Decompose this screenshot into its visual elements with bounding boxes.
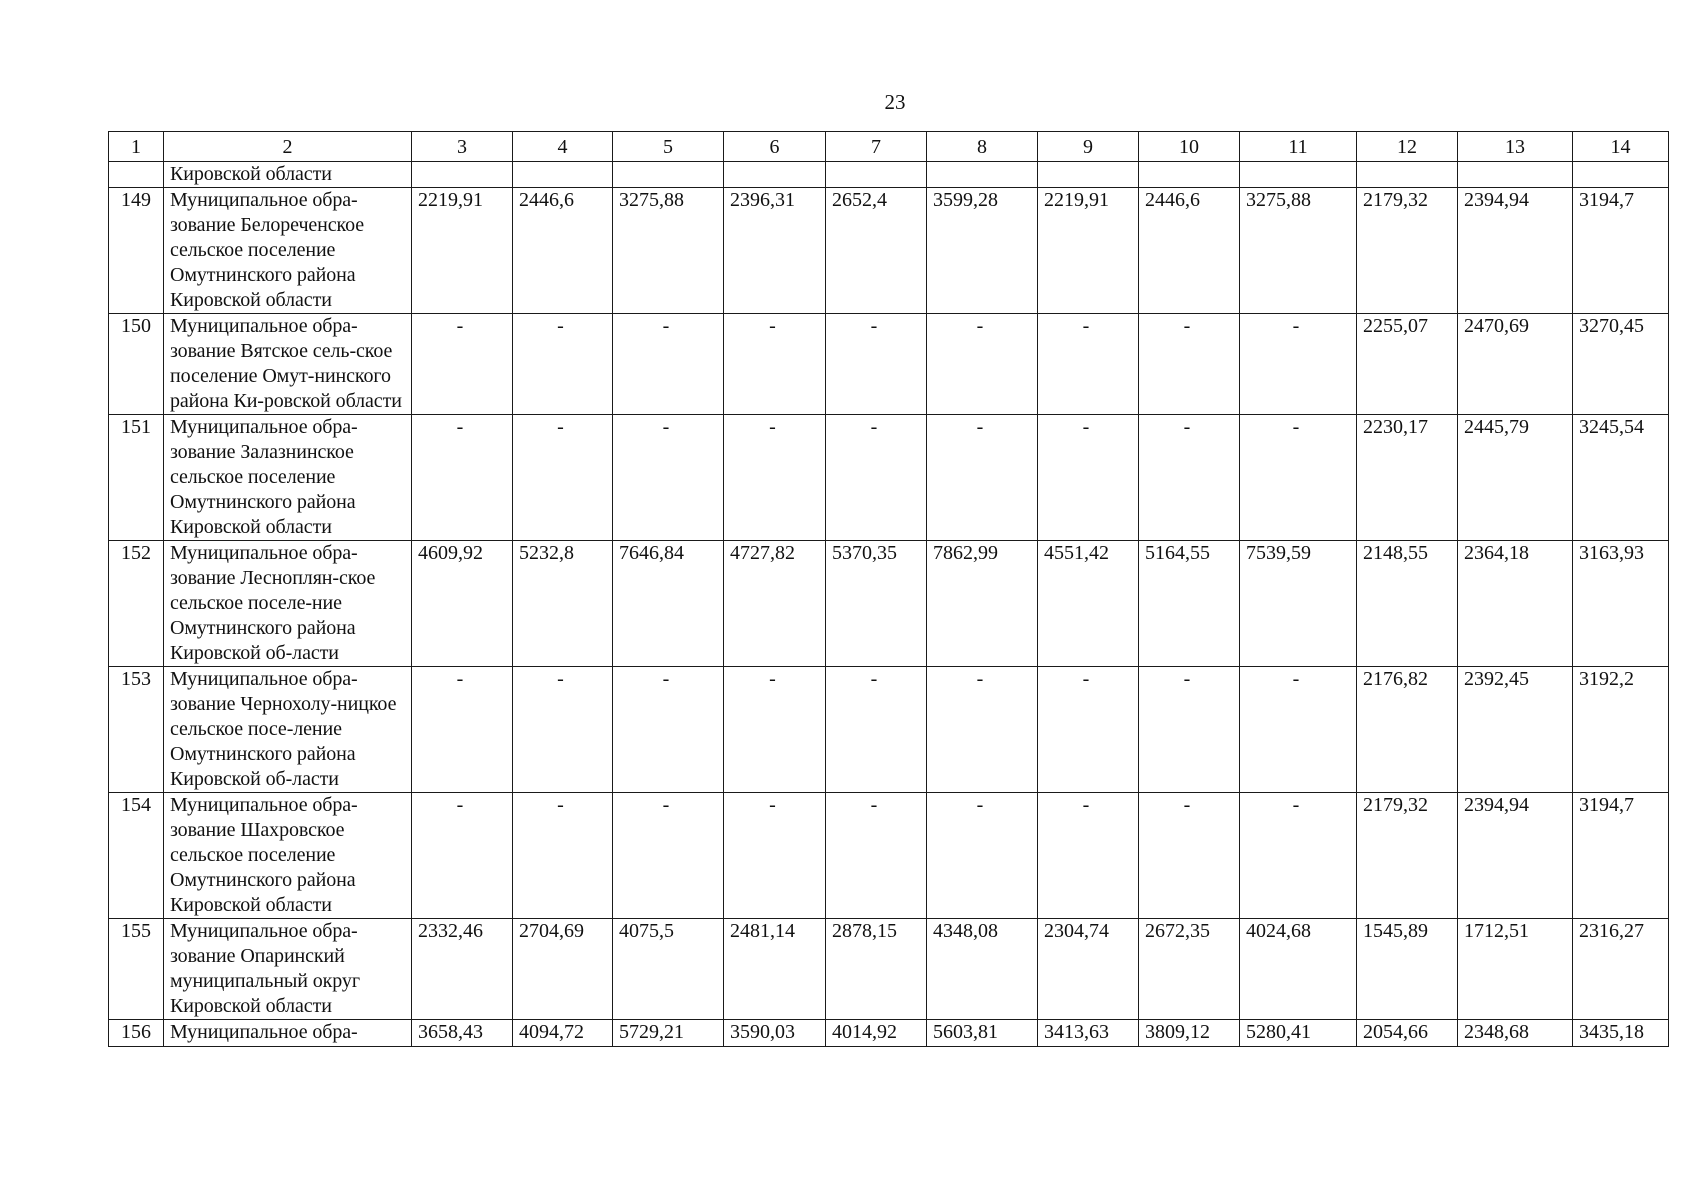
row-number (109, 162, 164, 188)
header-cell: 3 (412, 132, 513, 162)
value-cell (1038, 162, 1139, 188)
value-cell: 2348,68 (1458, 1020, 1573, 1047)
value-cell: 3435,18 (1573, 1020, 1669, 1047)
value-cell: 2054,66 (1357, 1020, 1458, 1047)
value-cell: 4551,42 (1038, 541, 1139, 667)
value-cell: 2219,91 (412, 188, 513, 314)
value-cell: 7646,84 (613, 541, 724, 667)
municipality-name: Муниципальное обра- (164, 1020, 412, 1047)
value-cell: 4609,92 (412, 541, 513, 667)
value-cell (412, 162, 513, 188)
table-row (109, 415, 1669, 541)
value-cell: 2446,6 (513, 188, 613, 314)
header-row (109, 132, 1669, 162)
value-cell: 5280,41 (1240, 1020, 1357, 1047)
value-cell: - (513, 415, 613, 541)
value-cell: - (412, 793, 513, 919)
value-cell: - (1038, 793, 1139, 919)
page-number: 23 (884, 90, 906, 114)
value-cell (826, 162, 927, 188)
value-cell: - (1139, 314, 1240, 415)
value-cell: - (613, 415, 724, 541)
value-cell: - (1240, 314, 1357, 415)
table-row (109, 919, 1669, 1020)
header-cell: 13 (1458, 132, 1573, 162)
value-cell: 4094,72 (513, 1020, 613, 1047)
value-cell: - (1240, 667, 1357, 793)
row-number: 153 (109, 667, 164, 793)
row-number: 155 (109, 919, 164, 1020)
value-cell: 2481,14 (724, 919, 826, 1020)
value-cell: 4075,5 (613, 919, 724, 1020)
value-cell: - (1038, 415, 1139, 541)
value-cell (613, 162, 724, 188)
value-cell: - (826, 667, 927, 793)
value-cell: 2364,18 (1458, 541, 1573, 667)
value-cell: 2304,74 (1038, 919, 1139, 1020)
value-cell: 2396,31 (724, 188, 826, 314)
value-cell: - (513, 793, 613, 919)
value-cell: 2179,32 (1357, 793, 1458, 919)
value-cell: - (412, 314, 513, 415)
value-cell: - (1139, 667, 1240, 793)
value-cell: 2392,45 (1458, 667, 1573, 793)
value-cell: 3809,12 (1139, 1020, 1240, 1047)
header-cell: 9 (1038, 132, 1139, 162)
table-body (109, 162, 1669, 1047)
value-cell: 3270,45 (1573, 314, 1669, 415)
value-cell: - (927, 667, 1038, 793)
municipality-name: Муниципальное обра-зование Вятское сель-ское поселение Омут-нинского района Ки-ровской области (164, 314, 412, 415)
value-cell: - (1240, 793, 1357, 919)
table-row (109, 188, 1669, 314)
table-row (109, 1020, 1669, 1047)
value-cell: 3163,93 (1573, 541, 1669, 667)
municipality-name: Муниципальное обра-зование Чернохолу-ницкое сельское посе-ление Омутнинского района Кировской об-ласти (164, 667, 412, 793)
value-cell: - (1139, 415, 1240, 541)
value-cell (1240, 162, 1357, 188)
value-cell: 3245,54 (1573, 415, 1669, 541)
value-cell: 5729,21 (613, 1020, 724, 1047)
value-cell: - (613, 793, 724, 919)
value-cell: 3275,88 (613, 188, 724, 314)
table-row (109, 314, 1669, 415)
value-cell: 5370,35 (826, 541, 927, 667)
municipality-name: Муниципальное обра-зование Белореченское сельское поселение Омутнинского района Кировской области (164, 188, 412, 314)
value-cell: 2652,4 (826, 188, 927, 314)
table-header (109, 132, 1669, 162)
header-cell: 6 (724, 132, 826, 162)
value-cell (513, 162, 613, 188)
value-cell (927, 162, 1038, 188)
value-cell: 2219,91 (1038, 188, 1139, 314)
value-cell: 2394,94 (1458, 793, 1573, 919)
value-cell: - (927, 415, 1038, 541)
header-cell: 7 (826, 132, 927, 162)
value-cell: 2255,07 (1357, 314, 1458, 415)
value-cell: 2176,82 (1357, 667, 1458, 793)
value-cell: 2148,55 (1357, 541, 1458, 667)
value-cell: 3599,28 (927, 188, 1038, 314)
value-cell: 4727,82 (724, 541, 826, 667)
value-cell: - (1038, 314, 1139, 415)
value-cell: 1712,51 (1458, 919, 1573, 1020)
header-cell: 4 (513, 132, 613, 162)
value-cell: 3192,2 (1573, 667, 1669, 793)
header-cell: 8 (927, 132, 1038, 162)
row-number: 149 (109, 188, 164, 314)
value-cell: 4014,92 (826, 1020, 927, 1047)
value-cell: 2446,6 (1139, 188, 1240, 314)
value-cell: 2878,15 (826, 919, 927, 1020)
value-cell: - (513, 314, 613, 415)
value-cell: 3658,43 (412, 1020, 513, 1047)
value-cell: 1545,89 (1357, 919, 1458, 1020)
value-cell: 3194,7 (1573, 188, 1669, 314)
value-cell: 4348,08 (927, 919, 1038, 1020)
value-cell (1458, 162, 1573, 188)
value-cell: - (927, 793, 1038, 919)
header-cell: 12 (1357, 132, 1458, 162)
value-cell (724, 162, 826, 188)
table-row (109, 793, 1669, 919)
value-cell: - (826, 415, 927, 541)
municipality-name: Муниципальное обра-зование Опаринский муниципальный округ Кировской области (164, 919, 412, 1020)
table-row (109, 667, 1669, 793)
row-number: 154 (109, 793, 164, 919)
value-cell: - (613, 667, 724, 793)
value-cell: - (1139, 793, 1240, 919)
header-cell: 10 (1139, 132, 1240, 162)
value-cell: 2672,35 (1139, 919, 1240, 1020)
value-cell: - (1240, 415, 1357, 541)
value-cell: 2470,69 (1458, 314, 1573, 415)
row-number: 150 (109, 314, 164, 415)
tariff-table (108, 131, 1669, 1047)
value-cell: - (724, 314, 826, 415)
row-number: 151 (109, 415, 164, 541)
value-cell: 5603,81 (927, 1020, 1038, 1047)
value-cell (1357, 162, 1458, 188)
value-cell: 3275,88 (1240, 188, 1357, 314)
header-cell: 1 (109, 132, 164, 162)
value-cell: - (613, 314, 724, 415)
municipality-name: Кировской области (164, 162, 412, 188)
value-cell: 2332,46 (412, 919, 513, 1020)
table-row (109, 541, 1669, 667)
row-number: 156 (109, 1020, 164, 1047)
value-cell: - (826, 793, 927, 919)
value-cell: 2230,17 (1357, 415, 1458, 541)
value-cell: 3590,03 (724, 1020, 826, 1047)
value-cell: 5232,8 (513, 541, 613, 667)
value-cell: 7862,99 (927, 541, 1038, 667)
value-cell: - (927, 314, 1038, 415)
value-cell (1139, 162, 1240, 188)
value-cell (1573, 162, 1669, 188)
value-cell: 2179,32 (1357, 188, 1458, 314)
value-cell: 2445,79 (1458, 415, 1573, 541)
value-cell: - (724, 793, 826, 919)
value-cell: 4024,68 (1240, 919, 1357, 1020)
value-cell: - (724, 667, 826, 793)
header-cell: 5 (613, 132, 724, 162)
municipality-name: Муниципальное обра-зование Залазнинское сельское поселение Омутнинского района Кировской области (164, 415, 412, 541)
table-row-continuation (109, 162, 1669, 188)
header-cell: 14 (1573, 132, 1669, 162)
value-cell: - (412, 667, 513, 793)
value-cell: 2704,69 (513, 919, 613, 1020)
value-cell: - (724, 415, 826, 541)
value-cell: - (1038, 667, 1139, 793)
value-cell: 7539,59 (1240, 541, 1357, 667)
value-cell: 3194,7 (1573, 793, 1669, 919)
municipality-name: Муниципальное обра-зование Лесноплян-ское сельское поселе-ние Омутнинского района Кировской об-ласти (164, 541, 412, 667)
value-cell: 5164,55 (1139, 541, 1240, 667)
municipality-name: Муниципальное обра-зование Шахровское сельское поселение Омутнинского района Кировской области (164, 793, 412, 919)
header-cell: 2 (164, 132, 412, 162)
value-cell: - (412, 415, 513, 541)
value-cell: 2316,27 (1573, 919, 1669, 1020)
value-cell: - (826, 314, 927, 415)
header-cell: 11 (1240, 132, 1357, 162)
value-cell: 2394,94 (1458, 188, 1573, 314)
value-cell: 3413,63 (1038, 1020, 1139, 1047)
row-number: 152 (109, 541, 164, 667)
value-cell: - (513, 667, 613, 793)
